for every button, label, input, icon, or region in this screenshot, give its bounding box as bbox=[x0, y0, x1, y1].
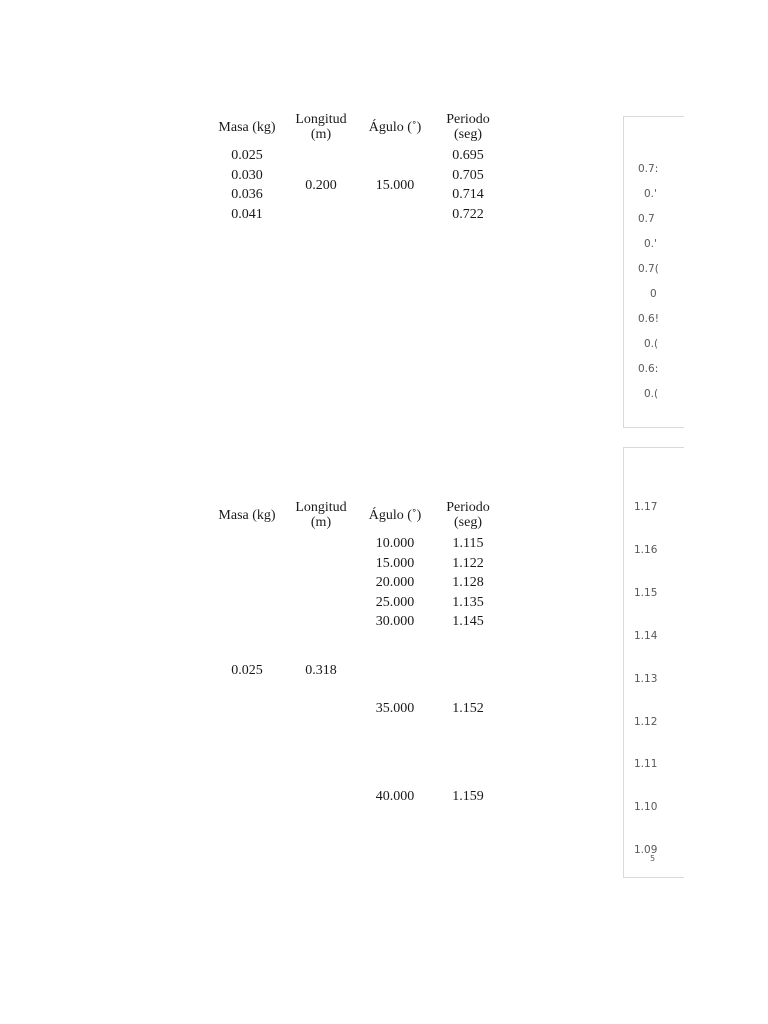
table-cell: 0.705 bbox=[452, 167, 484, 183]
chart-1-frame bbox=[623, 116, 684, 428]
table-cell: 40.000 bbox=[375, 789, 415, 804]
y-tick-label: 1.16 bbox=[634, 544, 658, 556]
y-tick-label: 0.7( bbox=[638, 263, 659, 275]
table-cell: 20.000 bbox=[375, 575, 415, 590]
table-cell: 0.036 bbox=[231, 187, 263, 202]
y-tick-label: 1.12 bbox=[634, 716, 658, 728]
y-tick-label: 0.7 bbox=[638, 213, 655, 225]
y-tick-label: 1.14 bbox=[634, 630, 658, 642]
table-cell: 1.128 bbox=[452, 575, 484, 590]
t1-periodo-column bbox=[436, 146, 500, 224]
t2-header-masa: Masa (kg) bbox=[218, 508, 276, 523]
t2-longitud-value: 0.318 bbox=[305, 663, 337, 678]
y-tick-label: 0 bbox=[650, 288, 657, 300]
y-tick-label: 1.13 bbox=[634, 673, 658, 685]
y-tick-label: 1.17 bbox=[634, 501, 658, 513]
table-cell: 0.714 bbox=[452, 187, 484, 202]
y-tick-label: 0.( bbox=[644, 388, 659, 400]
table-cell: 35.000 bbox=[375, 701, 415, 716]
t2-header-longitud: Longitud (m) bbox=[295, 500, 347, 530]
y-tick-label: 0.' bbox=[644, 188, 657, 200]
t1-masa-column bbox=[212, 146, 282, 224]
table-cell: 1.152 bbox=[452, 701, 484, 716]
table-cell: 1.145 bbox=[452, 614, 484, 629]
table-cell: 0.722 bbox=[452, 206, 484, 222]
table-cell: 0.030 bbox=[231, 167, 263, 183]
t2-header-periodo: Periodo (seg) bbox=[446, 500, 490, 530]
t2-angulo-column bbox=[362, 534, 428, 632]
y-tick-label: 1.15 bbox=[634, 587, 658, 599]
t1-header-angulo: Águlo (˚) bbox=[368, 120, 422, 135]
chart-2-frame bbox=[623, 447, 684, 878]
table-cell: 10.000 bbox=[375, 536, 415, 551]
t1-header-periodo: Periodo (seg) bbox=[446, 112, 490, 142]
table-cell: 1.135 bbox=[452, 594, 484, 610]
t1-longitud-value: 0.200 bbox=[305, 178, 337, 193]
table-cell: 1.122 bbox=[452, 555, 484, 571]
table-cell: 1.159 bbox=[452, 789, 484, 804]
y-tick-label: 0.' bbox=[644, 238, 657, 250]
y-tick-label: 1.10 bbox=[634, 801, 658, 813]
table-cell: 30.000 bbox=[375, 614, 415, 629]
t2-periodo-column bbox=[436, 534, 500, 632]
x-tick-label: 5 bbox=[650, 854, 656, 863]
y-tick-label: 0.( bbox=[644, 338, 659, 350]
y-tick-label: 0.6! bbox=[638, 313, 659, 325]
y-tick-label: 0.6: bbox=[638, 363, 659, 375]
t2-masa-value: 0.025 bbox=[231, 663, 263, 678]
y-tick-label: 1.11 bbox=[634, 758, 658, 770]
t2-header-angulo: Águlo (˚) bbox=[368, 508, 422, 523]
t1-header-masa: Masa (kg) bbox=[218, 120, 276, 135]
y-tick-label: 0.7: bbox=[638, 163, 659, 175]
table-cell: 0.041 bbox=[231, 206, 263, 222]
table-cell: 0.025 bbox=[231, 148, 263, 163]
t1-angulo-value: 15.000 bbox=[375, 178, 415, 193]
table-cell: 25.000 bbox=[375, 594, 415, 610]
t1-header-longitud: Longitud (m) bbox=[295, 112, 347, 142]
table-cell: 15.000 bbox=[375, 555, 415, 571]
table-cell: 0.695 bbox=[452, 148, 484, 163]
table-cell: 1.115 bbox=[452, 536, 484, 551]
y-tick-label: 1.09 bbox=[634, 844, 658, 856]
